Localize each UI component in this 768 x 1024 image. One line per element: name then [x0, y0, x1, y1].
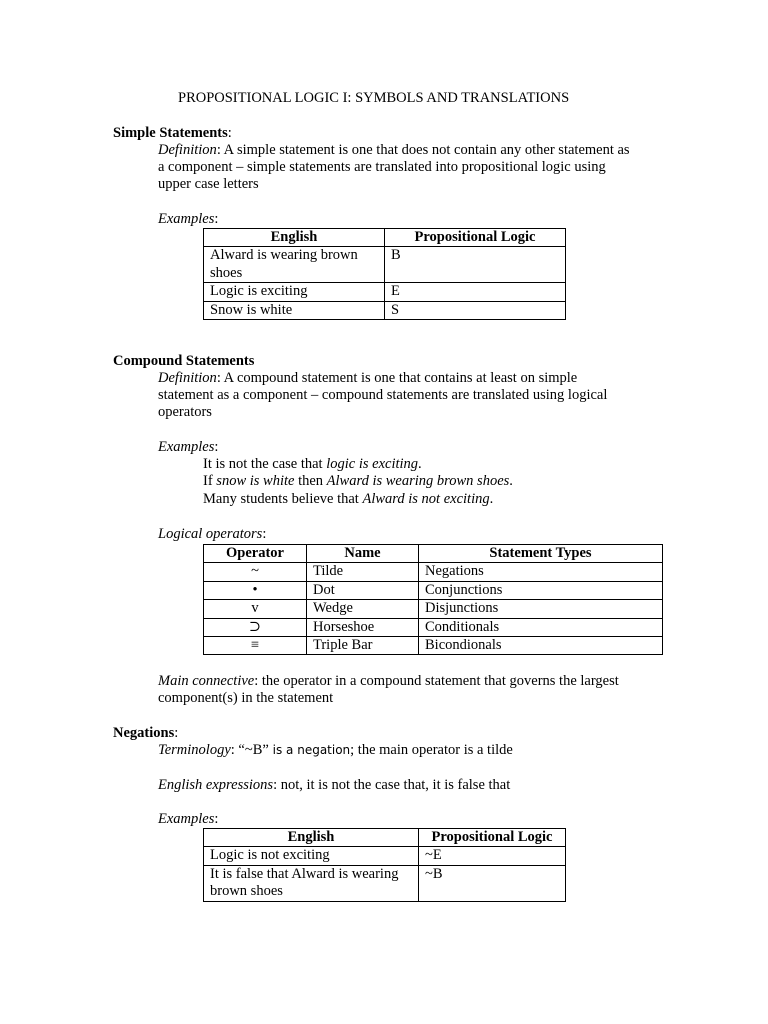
- ex1-post: .: [418, 456, 422, 472]
- terminology-mono: is a negation: [268, 743, 351, 757]
- english-cell: [204, 865, 419, 901]
- ex2-italic-1: snow is white: [216, 473, 295, 489]
- operator-name: Dot: [307, 581, 419, 599]
- wedge-symbol: v: [204, 600, 307, 618]
- ex2-post: .: [509, 473, 513, 489]
- logic-cell: ~B: [419, 865, 566, 901]
- table-header-row: [204, 229, 566, 247]
- column-header: Name: [307, 545, 419, 563]
- simple-examples-table: [203, 228, 566, 320]
- simple-heading: Simple Statements:: [113, 125, 232, 141]
- table-row: [204, 563, 663, 581]
- compound-definition-line-2: statement as a component – compound statements are translated using logical: [158, 387, 608, 403]
- english-cell: [204, 247, 385, 283]
- compound-examples-label-text: Examples: [158, 439, 215, 455]
- logic-cell: S: [385, 301, 566, 319]
- operator-name: Tilde: [307, 563, 419, 581]
- negations-terminology: [158, 742, 513, 759]
- column-header: English: [204, 829, 419, 847]
- negations-heading-text: Negations: [113, 725, 175, 741]
- table-row: [204, 301, 566, 319]
- compound-heading: Compound Statements: [113, 353, 255, 369]
- statement-type: Conditionals: [419, 618, 663, 636]
- simple-examples-label: Examples:: [158, 211, 219, 227]
- column-header: English: [204, 229, 385, 247]
- negations-english-expressions: [158, 777, 510, 794]
- logic-cell: E: [385, 283, 566, 301]
- simple-heading-text: Simple Statements: [113, 125, 228, 141]
- simple-def-label: Definition: [158, 142, 217, 158]
- negations-examples-label: Examples:: [158, 811, 219, 827]
- column-header: Propositional Logic: [385, 229, 566, 247]
- english-text-cont: brown shoes: [210, 883, 283, 900]
- table-row: [204, 637, 663, 655]
- horseshoe-symbol: ⊃: [204, 618, 307, 636]
- ex3-pre: Many students believe that: [203, 491, 363, 507]
- statement-type: Bicondionals: [419, 637, 663, 655]
- statement-type: Disjunctions: [419, 600, 663, 618]
- simple-definition-line-2: a component – simple statements are translated into propositional logic using: [158, 159, 606, 175]
- table-row: [204, 283, 566, 301]
- operators-table: [203, 544, 663, 655]
- main-connective-line-2: component(s) in the statement: [158, 690, 334, 706]
- operators-label: Logical operators:: [158, 526, 267, 542]
- table-row: [204, 618, 663, 636]
- column-header: Operator: [204, 545, 307, 563]
- compound-example-3: [203, 491, 493, 508]
- simple-examples-label-text: Examples: [158, 211, 215, 227]
- main-connective-text: : the operator in a compound statement that governs the largest: [254, 673, 619, 689]
- terminology-rest: ; the main operator is a tilde: [350, 742, 513, 758]
- simple-def-text-1: : A simple statement is one that does not contain any other statement as: [216, 142, 630, 158]
- simple-definition-line-1: [158, 142, 630, 159]
- page-title: PROPOSITIONAL LOGIC I: SYMBOLS AND TRANSLATIONS: [178, 90, 570, 106]
- statement-type: Conjunctions: [419, 581, 663, 599]
- ex2-pre: If: [203, 473, 217, 489]
- compound-examples-label: Examples:: [158, 439, 219, 455]
- english-cell: Logic is not exciting: [204, 847, 419, 865]
- table-header-row: [204, 829, 566, 847]
- logic-cell: B: [385, 247, 566, 283]
- english-text: Alward is wearing brown: [210, 247, 358, 264]
- terminology-label: Terminology: [158, 742, 231, 758]
- table-header-row: [204, 545, 663, 563]
- simple-definition-line-3: upper case letters: [158, 176, 259, 192]
- ex3-italic: Alward is not exciting: [362, 491, 490, 507]
- table-row: [204, 247, 566, 283]
- tilde-symbol: ~: [204, 563, 307, 581]
- ex2-mid: then: [294, 473, 327, 489]
- dot-symbol: •: [204, 581, 307, 599]
- triple-bar-symbol: ≡: [204, 637, 307, 655]
- ex2-italic-2: Alward is wearing brown shoes: [326, 473, 510, 489]
- ex1-italic: logic is exciting: [326, 456, 419, 472]
- english-expressions-text: : not, it is not the case that, it is false that: [273, 777, 511, 793]
- main-connective-line-1: [158, 673, 619, 690]
- main-connective-label: Main connective: [158, 673, 255, 689]
- operators-label-text: Logical operators: [158, 526, 263, 542]
- table-row: [204, 865, 566, 901]
- compound-def-text-1: : A compound statement is one that contains at least on simple: [216, 370, 578, 386]
- ex1-pre: It is not the case that: [203, 456, 327, 472]
- compound-example-1: [203, 456, 422, 473]
- ex3-post: .: [489, 491, 494, 507]
- column-header: Statement Types: [419, 545, 663, 563]
- logic-cell: ~E: [419, 847, 566, 865]
- table-row: [204, 600, 663, 618]
- english-cell: Snow is white: [204, 301, 385, 319]
- negations-heading: Negations:: [113, 725, 179, 741]
- compound-example-2: [203, 473, 513, 490]
- column-header: Propositional Logic: [419, 829, 566, 847]
- english-text: It is false that Alward is wearing: [210, 865, 399, 882]
- negations-examples-table: [203, 828, 566, 902]
- english-expressions-label: English expressions: [158, 777, 274, 793]
- negations-examples-label-text: Examples: [158, 811, 215, 827]
- english-text-cont: shoes: [210, 264, 243, 281]
- statement-type: Negations: [419, 563, 663, 581]
- english-cell: Logic is exciting: [204, 283, 385, 301]
- operator-name: Horseshoe: [307, 618, 419, 636]
- terminology-quote: : “~B”: [230, 742, 269, 758]
- operator-name: Wedge: [307, 600, 419, 618]
- operator-name: Triple Bar: [307, 637, 419, 655]
- compound-def-label: Definition: [158, 370, 217, 386]
- compound-definition-line-1: [158, 370, 577, 387]
- compound-definition-line-3: operators: [158, 404, 212, 420]
- table-row: [204, 581, 663, 599]
- table-row: [204, 847, 566, 865]
